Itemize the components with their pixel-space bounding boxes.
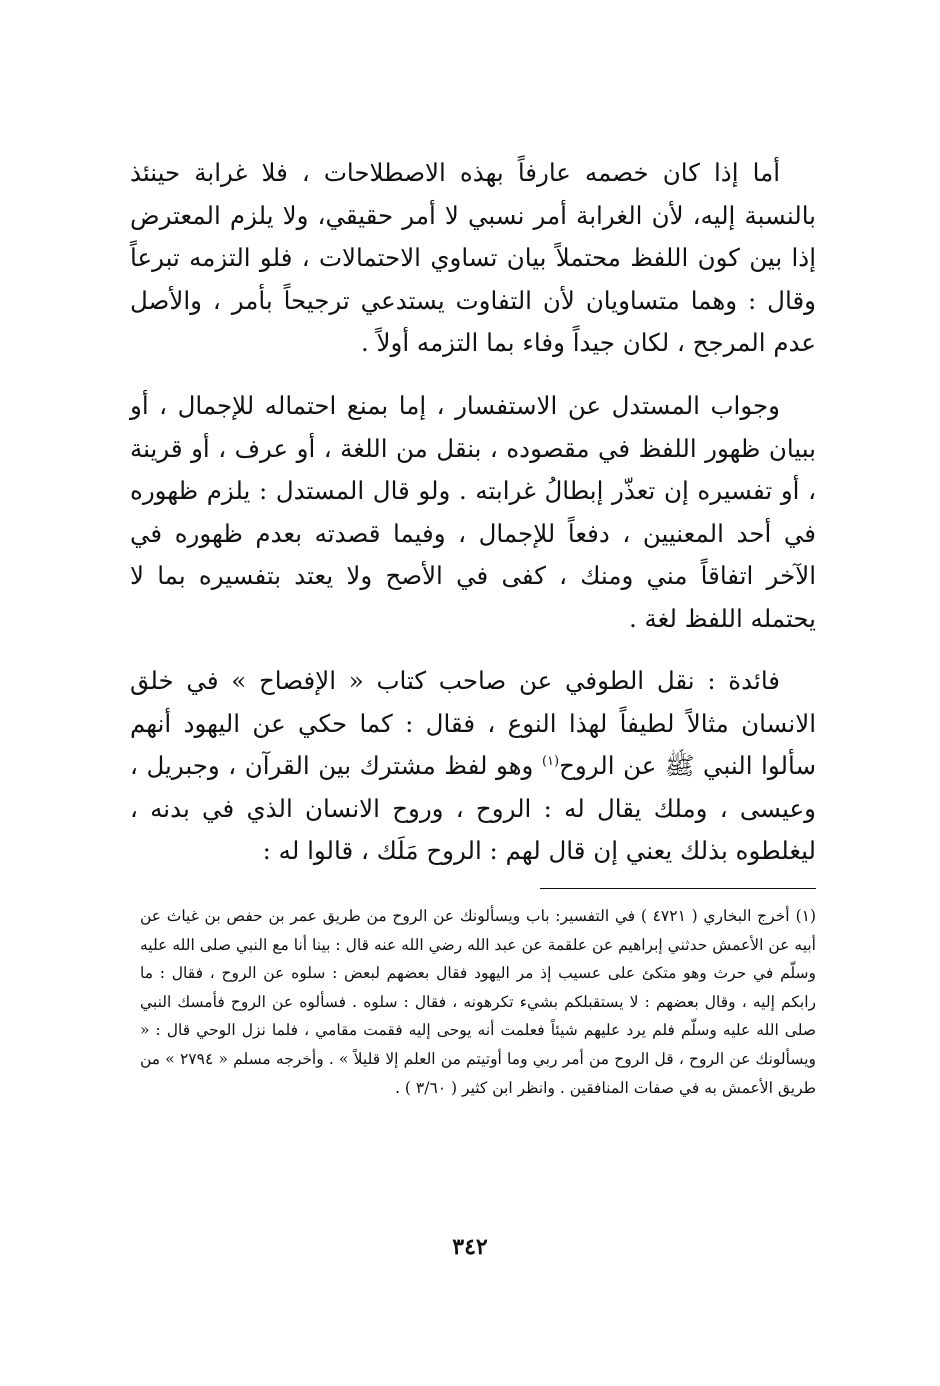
paragraph-3-text-end: وهو لفظ مشترك بين القرآن ، وجبريل ، وعيسى ، وملك يقال له : الروح ، وروح الانسان الذي في بدنه ، ليغلطوه بذلك يعني إن قال لهم : الروح مَلَك ، قالوا له : bbox=[130, 751, 816, 865]
paragraph-2-text: وجواب المستدل عن الاستفسار ، إما بمنع احتماله للإجمال ، أو ببيان ظهور اللفظ في مقصوده ، بنقل من اللغة ، أو عرف ، أو قرينة ، أو تفسيره إن تعذّر إبطالُ غرابته . ولو قال المستدل : يلزم ظهوره في أحد المعنيين ، دفعاً للإجمال ، وفيما قصدته بعدم ظهوره في الآخر اتفاقاً مني ومنك ، كفى في الأصح ولا يعتد بتفسيره بما لا يحتمله اللفظ لغة . bbox=[130, 391, 816, 633]
footnote-reference: (١) bbox=[541, 753, 560, 769]
footnote-divider bbox=[540, 888, 816, 889]
footnote-text: أخرج البخاري ( ٤٧٢١ ) في التفسير: باب ويسألونك عن الروح من طريق عمر بن حفص بن غياث عن أبيه عن الأعمش حدثني إبراهيم عن علقمة عن عبد الله رضي الله عنه قال : بينا أنا مع النبي صلى الله عليه وسلّم في حرث وهو متكئ على عسيب إذ مر اليهود فقال بعضهم لبعض : سلوه عن الروح ، فقال : ما رابكم إليه ، وقال بعضهم : لا يستقبلكم بشيء تكرهونه ، فقال : سلوه . فسألوه عن الروح فأمسك النبي صلى الله عليه وسلّم فلم يرد عليهم شيئاً فعلمت أنه يوحى إليه فقمت مقامي ، فلما نزل الوحي قال : « ويسألونك عن الروح ، قل الروح من أمر ربي وما أوتيتم من العلم إلا قليلاً » . وأخرجه مسلم « ٢٧٩٤ » من طريق الأعمش به في صفات المنافقين . وانظر ابن كثير ( ٣/٦٠ ) . bbox=[140, 907, 816, 1097]
paragraph-3-text-start: فائدة : نقل الطوفي عن صاحب كتاب « الإفصاح » في خلق الانسان مثالاً لطيفاً لهذا النوع ، فقال : كما حكي عن اليهود أنهم سألوا النبي ﷺ عن الروح bbox=[130, 666, 816, 780]
paragraph-2 bbox=[130, 385, 816, 640]
paragraph-3 bbox=[130, 660, 816, 873]
paragraph-1 bbox=[130, 152, 816, 365]
paragraph-1-text: أما إذا كان خصمه عارفاً بهذه الاصطلاحات ، فلا غرابة حينئذ بالنسبة إليه، لأن الغرابة أمر نسبي لا أمر حقيقي، ولا يلزم المعترض إذا بين كون اللفظ محتملاً بيان تساوي الاحتمالات ، فلو التزمه تبرعاً وقال : وهما متساويان لأن التفاوت يستدعي ترجيحاً بأمر ، والأصل عدم المرجح ، لكان جيداً وفاء بما التزمه أولاً . bbox=[130, 158, 817, 357]
footnote-marker: (١) bbox=[795, 907, 817, 925]
footnote bbox=[140, 902, 816, 1102]
page-number: ٣٤٢ bbox=[452, 1234, 488, 1260]
